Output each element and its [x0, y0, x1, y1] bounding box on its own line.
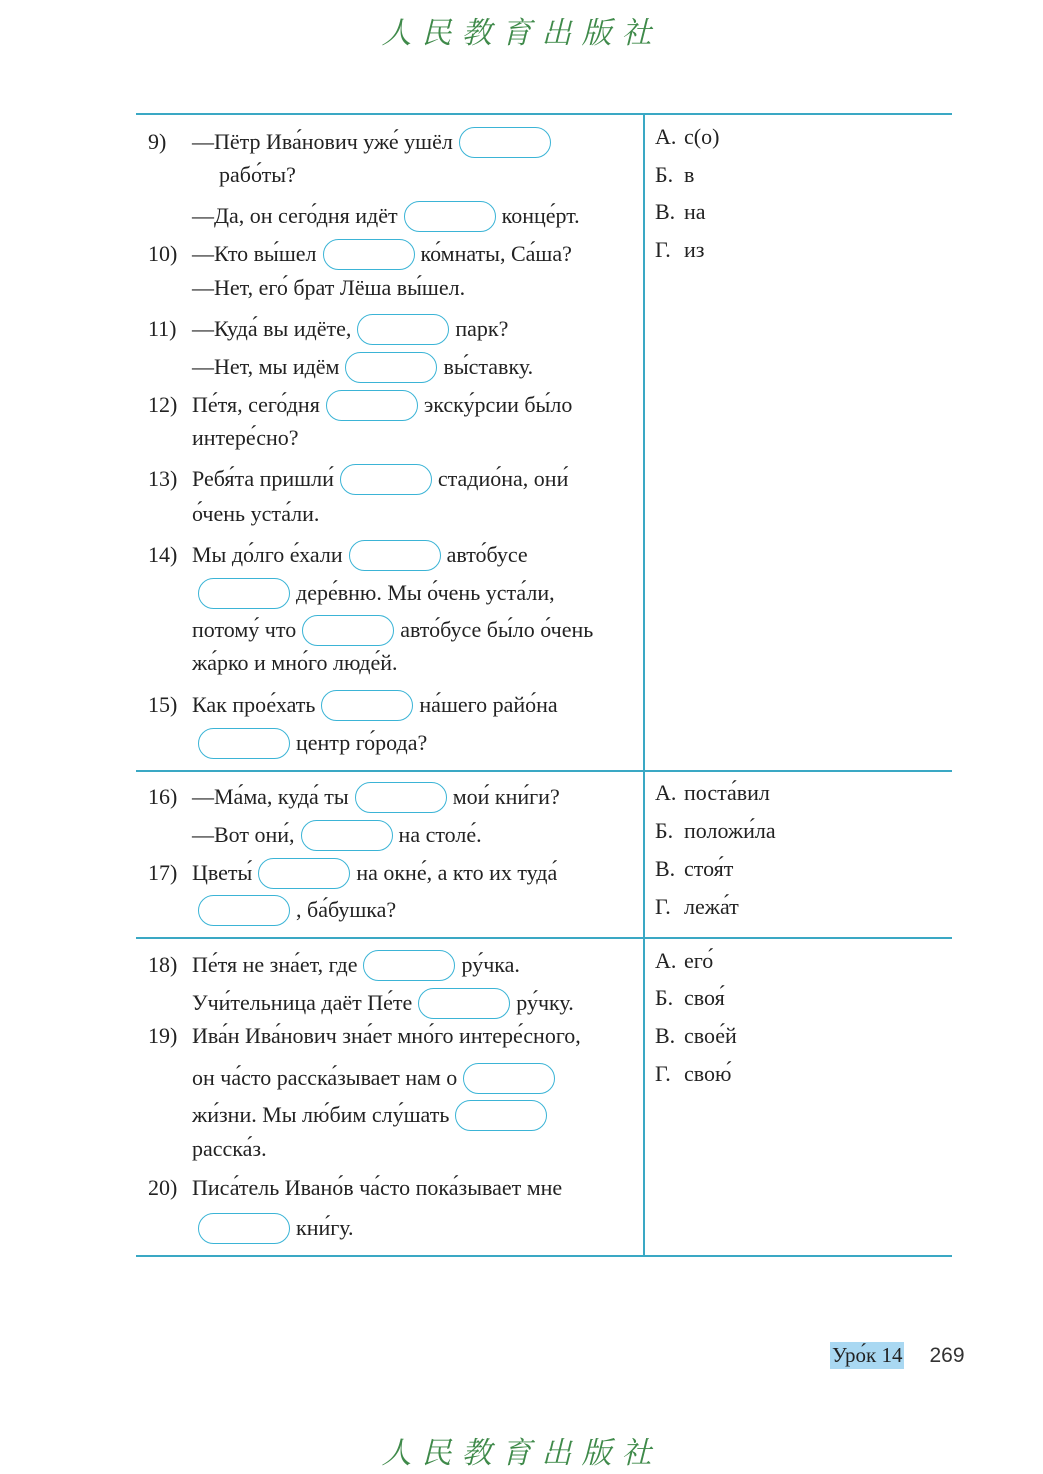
- exercise-line: [192, 1019, 581, 1053]
- option-text: его́: [684, 948, 714, 973]
- option-letter: Г.: [655, 237, 671, 262]
- option-text: в: [684, 162, 695, 187]
- exercise-line: [192, 271, 465, 305]
- answer-blank[interactable]: [345, 352, 437, 383]
- table-border: [136, 113, 952, 115]
- answer-blank[interactable]: [198, 1213, 290, 1244]
- exercise-line: [192, 688, 558, 722]
- exercise-text: —Вот они́,: [192, 822, 295, 847]
- exercise-number: 17): [148, 860, 178, 885]
- publisher-logo-top: 人民教育出版社: [381, 16, 662, 51]
- option-letter: Б.: [655, 162, 674, 187]
- exercise-text: жа́рко и мно́го люде́й.: [192, 650, 398, 675]
- exercise-text: рабо́ты?: [219, 162, 296, 187]
- exercise-text: Цветы́: [192, 860, 253, 885]
- exercise-number: 19): [148, 1023, 178, 1048]
- exercise-text: вы́ставку.: [443, 354, 534, 379]
- answer-blank[interactable]: [363, 950, 455, 981]
- option-text: стоя́т: [684, 856, 734, 881]
- answer-option: [655, 158, 694, 192]
- exercise-text: авто́бусе: [446, 542, 528, 567]
- exercise-text: —Куда́ вы идёте,: [192, 316, 352, 341]
- option-text: свою́: [684, 1061, 732, 1086]
- exercise-line: [192, 388, 572, 422]
- answer-blank[interactable]: [349, 540, 441, 571]
- exercise-line: [192, 1211, 354, 1245]
- answer-blank[interactable]: [355, 782, 447, 813]
- answer-blank[interactable]: [302, 615, 394, 646]
- exercise-number: 20): [148, 1175, 178, 1200]
- answer-option: [655, 814, 776, 848]
- exercise-text: кни́гу.: [296, 1215, 354, 1240]
- exercise-number: 12): [148, 392, 178, 417]
- option-text: своя́: [684, 985, 725, 1010]
- exercise-number: 13): [148, 466, 178, 491]
- option-text: положи́ла: [684, 818, 776, 843]
- answer-blank[interactable]: [301, 820, 393, 851]
- table-divider: [136, 770, 952, 772]
- exercise-text: центр го́рода?: [296, 730, 428, 755]
- answer-blank[interactable]: [357, 314, 449, 345]
- exercise-line: [192, 576, 555, 610]
- exercise-text: Мы до́лго е́хали: [192, 542, 343, 567]
- answer-option: [655, 981, 725, 1015]
- page-number: 269: [929, 1343, 965, 1367]
- option-text: с(о): [684, 124, 720, 149]
- exercise-text: жи́зни. Мы лю́бим слу́шать: [192, 1102, 450, 1127]
- exercise-text: парк?: [455, 316, 509, 341]
- exercise-number: 11): [148, 316, 177, 341]
- page-footer: [830, 1342, 965, 1369]
- exercise-text: , ба́бушка?: [296, 897, 397, 922]
- exercise-line: [192, 780, 560, 814]
- option-letter: Б.: [655, 818, 674, 843]
- answer-blank[interactable]: [326, 390, 418, 421]
- exercise-line: [192, 726, 427, 760]
- option-text: поста́вил: [684, 780, 770, 805]
- answer-blank[interactable]: [418, 988, 510, 1019]
- answer-blank[interactable]: [404, 201, 496, 232]
- exercise-text: на́шего райо́на: [419, 692, 558, 717]
- exercise-text: экску́рсии бы́ло: [423, 392, 573, 417]
- option-letter: А.: [655, 780, 677, 805]
- exercise-number: 18): [148, 952, 178, 977]
- exercise-line: [192, 237, 572, 271]
- exercise-text: на окне́, а кто их туда́: [356, 860, 558, 885]
- exercise-line: [192, 613, 593, 647]
- exercise-line: [192, 125, 557, 159]
- exercise-text: расска́з.: [192, 1136, 267, 1161]
- exercise-line: [192, 1061, 561, 1095]
- exercise-text: —Нет, мы идём: [192, 354, 340, 379]
- option-text: лежа́т: [684, 894, 739, 919]
- exercise-line: [192, 818, 482, 852]
- option-text: на: [684, 199, 706, 224]
- table-border: [136, 1255, 952, 1257]
- answer-blank[interactable]: [198, 895, 290, 926]
- answer-option: [655, 852, 733, 886]
- exercise-text: —Да, он сего́дня идёт: [192, 203, 398, 228]
- exercise-text: ру́чку.: [516, 990, 574, 1015]
- exercise-text: Ива́н Ива́нович зна́ет мно́го интере́сного,: [192, 1023, 581, 1048]
- exercise-line: [192, 497, 319, 531]
- exercise-number: 10): [148, 241, 178, 266]
- option-letter: А.: [655, 948, 677, 973]
- option-letter: Б.: [655, 985, 674, 1010]
- exercise-text: авто́бусе бы́ло о́чень: [400, 617, 594, 642]
- answer-blank[interactable]: [459, 127, 551, 158]
- exercise-text: конце́рт.: [501, 203, 580, 228]
- exercise-text: дере́вню. Мы о́чень уста́ли,: [296, 580, 555, 605]
- option-letter: В.: [655, 856, 676, 881]
- exercise-line: [219, 158, 296, 192]
- answer-option: [655, 233, 704, 267]
- exercise-text: на столе́.: [398, 822, 482, 847]
- exercise-line: [192, 421, 299, 455]
- answer-blank[interactable]: [258, 858, 350, 889]
- exercise-line: [192, 1098, 553, 1132]
- exercise-line: [192, 1132, 267, 1166]
- answer-blank[interactable]: [340, 464, 432, 495]
- exercise-text: —Нет, его́ брат Лёша вы́шел.: [192, 275, 466, 300]
- exercise-line: [192, 199, 580, 233]
- exercise-text: стадио́на, они́: [437, 466, 569, 491]
- lesson-label: Уро́к 14: [832, 1343, 903, 1367]
- option-letter: А.: [655, 124, 677, 149]
- exercise-text: —Кто вы́шел: [192, 241, 317, 266]
- exercise-text: Пе́тя не зна́ет, где: [192, 952, 358, 977]
- exercise-number: 9): [148, 129, 167, 154]
- option-letter: Г.: [655, 1061, 671, 1086]
- answer-option: [655, 944, 713, 978]
- exercise-line: [192, 986, 574, 1020]
- option-letter: Г.: [655, 894, 671, 919]
- exercise-text: потому́ что: [192, 617, 297, 642]
- answer-blank[interactable]: [463, 1063, 555, 1094]
- exercise-text: о́чень уста́ли.: [192, 501, 320, 526]
- publisher-logo-bottom: 人民教育出版社: [381, 1436, 662, 1471]
- answer-blank[interactable]: [323, 239, 415, 270]
- answer-option: [655, 195, 706, 229]
- answer-option: [655, 120, 719, 154]
- exercise-text: Пе́тя, сего́дня: [192, 392, 320, 417]
- answer-blank[interactable]: [198, 728, 290, 759]
- option-letter: В.: [655, 199, 676, 224]
- exercise-text: Учи́тельница даёт Пе́те: [192, 990, 413, 1015]
- exercise-number: 16): [148, 784, 178, 809]
- exercise-text: ко́мнаты, Са́ша?: [420, 241, 572, 266]
- answer-blank[interactable]: [198, 578, 290, 609]
- answer-blank[interactable]: [321, 690, 413, 721]
- exercise-text: Как прое́хать: [192, 692, 316, 717]
- exercise-line: [192, 646, 398, 680]
- exercise-number: 15): [148, 692, 178, 717]
- exercise-text: Писа́тель Ивано́в ча́сто пока́зывает мне: [192, 1175, 563, 1200]
- table-divider: [136, 937, 952, 939]
- answer-blank[interactable]: [455, 1100, 547, 1131]
- exercise-line: [192, 948, 520, 982]
- exercise-line: [192, 312, 508, 346]
- answer-option: [655, 776, 770, 810]
- answer-option: [655, 1057, 731, 1091]
- exercise-text: ру́чка.: [461, 952, 520, 977]
- exercise-text: интере́сно?: [192, 425, 299, 450]
- exercise-line: [192, 1171, 562, 1205]
- exercise-text: он ча́сто расска́зывает нам о: [192, 1065, 458, 1090]
- exercise-number: 14): [148, 542, 178, 567]
- exercise-line: [192, 893, 396, 927]
- answer-option: [655, 890, 739, 924]
- exercise-line: [192, 856, 557, 890]
- exercise-line: [192, 350, 533, 384]
- exercise-text: Ребя́та пришли́: [192, 466, 334, 491]
- option-text: свое́й: [684, 1023, 737, 1048]
- exercise-line: [192, 538, 528, 572]
- column-divider: [643, 113, 645, 1255]
- exercise-text: —Пётр Ива́нович уже́ ушёл: [192, 129, 453, 154]
- exercise-line: [192, 462, 568, 496]
- exercise-text: мои́ кни́ги?: [452, 784, 560, 809]
- option-letter: В.: [655, 1023, 676, 1048]
- answer-option: [655, 1019, 737, 1053]
- exercise-text: —Ма́ма, куда́ ты: [192, 784, 349, 809]
- option-text: из: [684, 237, 705, 262]
